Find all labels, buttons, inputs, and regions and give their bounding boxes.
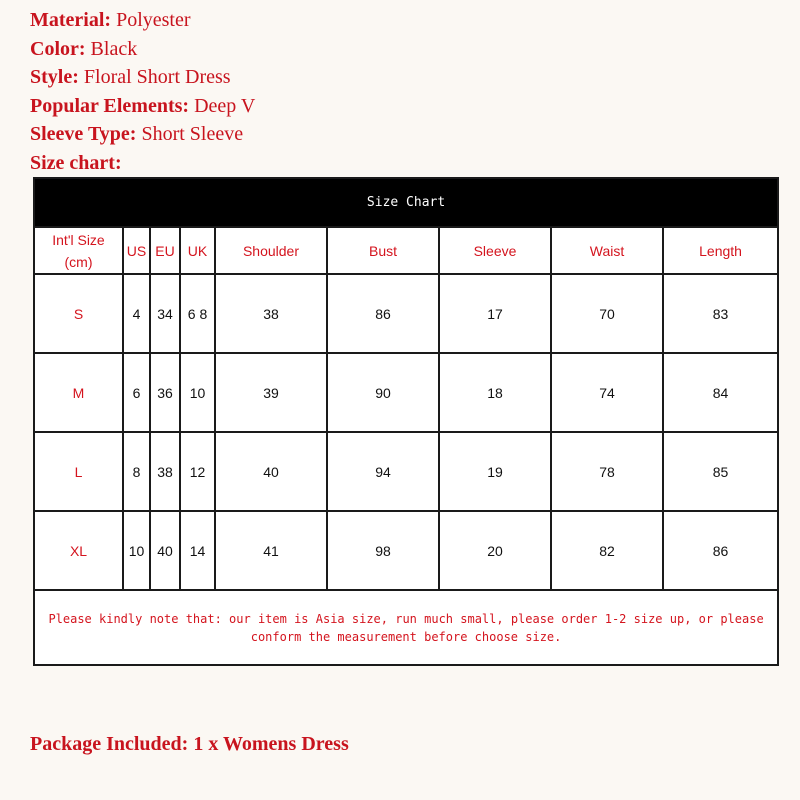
- cell-eu: 36: [150, 353, 180, 432]
- table-row: [34, 432, 778, 511]
- spec-value: Polyester: [116, 9, 191, 31]
- package-included: Package Included: 1 x Womens Dress: [30, 733, 349, 755]
- cell-bust: 98: [327, 511, 439, 590]
- cell-waist: 78: [551, 432, 663, 511]
- cell-shoulder: 41: [215, 511, 327, 590]
- cell-us: 10: [123, 511, 150, 590]
- table-row: [34, 353, 778, 432]
- spec-size-chart: [30, 149, 255, 178]
- cell-shoulder: 40: [215, 432, 327, 511]
- spec-label: Style:: [30, 66, 79, 88]
- cell-length: 83: [663, 274, 778, 353]
- spec-style: [30, 63, 255, 92]
- size-chart-title: Size Chart: [34, 178, 778, 227]
- cell-sleeve: 20: [439, 511, 551, 590]
- header-intl-line1: Int'l Size: [52, 231, 105, 248]
- cell-waist: 74: [551, 353, 663, 432]
- spec-value: Deep V: [194, 94, 256, 117]
- header-bust: Bust: [327, 227, 439, 274]
- table-row: [34, 274, 778, 353]
- cell-uk: 6 8: [180, 274, 215, 353]
- header-shoulder: Shoulder: [215, 227, 327, 274]
- spec-material: [30, 6, 255, 35]
- cell-bust: 90: [327, 353, 439, 432]
- spec-label: Color:: [30, 37, 86, 60]
- cell-eu: 34: [150, 274, 180, 353]
- cell-uk: 10: [180, 353, 215, 432]
- cell-eu: 38: [150, 432, 180, 511]
- header-us: US: [123, 227, 150, 274]
- cell-us: 6: [123, 353, 150, 432]
- cell-shoulder: 39: [215, 353, 327, 432]
- spec-sleeve-type: [30, 120, 255, 149]
- header-intl-line2: (cm): [64, 253, 93, 270]
- cell-sleeve: 17: [439, 274, 551, 353]
- product-specs: [30, 6, 255, 177]
- cell-uk: 12: [180, 432, 215, 511]
- size-chart-table: [33, 177, 779, 666]
- cell-sleeve: 19: [439, 432, 551, 511]
- header-sleeve: Sleeve: [439, 227, 551, 274]
- spec-value: Short Sleeve: [141, 123, 244, 145]
- header-row: [34, 227, 778, 274]
- spec-value: Floral Short Dress: [83, 66, 231, 88]
- cell-length: 86: [663, 511, 778, 590]
- spec-value: Black: [90, 37, 138, 60]
- spec-label: Popular Elements:: [30, 94, 190, 117]
- spec-color: [30, 35, 255, 64]
- header-intl-size: [34, 227, 123, 274]
- cell-waist: 82: [551, 511, 663, 590]
- spec-label: Size chart:: [30, 151, 122, 174]
- cell-bust: 94: [327, 432, 439, 511]
- cell-sleeve: 18: [439, 353, 551, 432]
- cell-uk: 14: [180, 511, 215, 590]
- cell-waist: 70: [551, 274, 663, 353]
- cell-shoulder: 38: [215, 274, 327, 353]
- table-row: [34, 511, 778, 590]
- cell-bust: 86: [327, 274, 439, 353]
- spec-label: Sleeve Type:: [30, 123, 137, 145]
- cell-size: L: [34, 432, 123, 511]
- header-eu: EU: [150, 227, 180, 274]
- header-length: Length: [663, 227, 778, 274]
- cell-length: 84: [663, 353, 778, 432]
- cell-length: 85: [663, 432, 778, 511]
- header-uk: UK: [180, 227, 215, 274]
- spec-popular-elements: [30, 92, 255, 121]
- size-note: Please kindly note that: our item is Asia size, run much small, please order 1-2 size up, or please conform the measurement before choose size.: [34, 590, 778, 665]
- cell-size: XL: [34, 511, 123, 590]
- cell-size: M: [34, 353, 123, 432]
- header-waist: Waist: [551, 227, 663, 274]
- cell-us: 8: [123, 432, 150, 511]
- spec-label: Material:: [30, 9, 112, 31]
- cell-us: 4: [123, 274, 150, 353]
- cell-eu: 40: [150, 511, 180, 590]
- cell-size: S: [34, 274, 123, 353]
